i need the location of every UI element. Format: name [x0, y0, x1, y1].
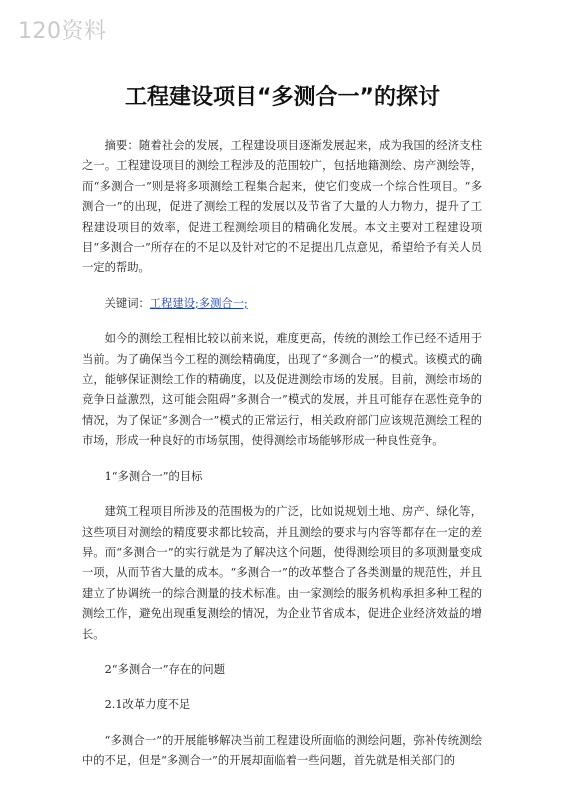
keyword-link-multi-survey[interactable]: 多测合一;	[198, 296, 248, 310]
document-body	[82, 136, 482, 772]
section-heading-2-1: 2.1改革力度不足	[104, 698, 191, 712]
document-title: 工程建设项目“多测合一”的探讨	[125, 85, 440, 110]
keywords-label: 关键词：	[104, 296, 150, 310]
section-2-1-paragraph: “多测合一”的开展能够解决当前工程建设所面临的测绘问题，弥补传统测绘中的不足，但是“多测合一”的开展却面临着一些问题，首先就是相关部门的	[82, 733, 482, 768]
watermark: 120资料	[18, 19, 107, 44]
keyword-link-engineering[interactable]: 工程建设;	[149, 296, 199, 310]
intro-paragraph: 如今的测绘工程相比较以前来说，难度更高，传统的测绘工作已经不适用于当前。为了确保当今工程的测绘精确度，出现了“多测合一”的模式。该模式的确立，能够保证测绘工作的精确度，以及促进测绘市场的发展。目前，测绘市场的竞争日益激烈，这可能会阻碍”多测合一”模式的发展，并且可能存在恶性竞争的情况，为了保证“多测合一”模式的正常运行，相关政府部门应该规范测绘工程的市场，形成一种良好的市场氛围，使得测绘市场能够形成一种良性竞争。	[82, 332, 482, 448]
abstract-paragraph: 摘要：随着社会的发展，工程建设项目逐渐发展起来，成为我国的经济支柱之一。工程建设项目的测绘工程涉及的范围较广，包括地籍测绘、房产测绘等，而“多测合一”则是将多项测绘工程集合起来，使它们变成一个综合性项目。“多测合一”的出现，促进了测绘工程的发展以及节省了大量的人力物力，提升了工程建设项目的效率，促进工程测绘项目的精确化发展。本文主要对工程建设项目“多测合一”所存在的不足以及针对它的不足提出几点意见，希望给予有关人员一定的帮助。	[82, 139, 482, 275]
section-heading-1: 1“多测合一”的目标	[104, 469, 203, 483]
section-heading-2: 2“多测合一”存在的问题	[104, 662, 226, 676]
section-1-paragraph: 建筑工程项目所涉及的范围极为的广泛，比如说规划土地、房产、绿化等，这些项目对测绘的精度要求都比较高，并且测绘的要求与内容等都存在一定的差异。而“多测合一”的实行就是为了解决这个问题，使得测绘项目的多项测量变成一项，从而节省大量的成本。“多测合一”的改革整合了各类测量的规范性，并且建立了协调统一的综合测量的技术标准。由一家测绘的服务机构承担多种工程的测绘工作，避免出现重复测绘的情况，为企业节省成本，促进企业经济效益的增长。	[82, 505, 482, 641]
keywords-line	[82, 294, 482, 314]
